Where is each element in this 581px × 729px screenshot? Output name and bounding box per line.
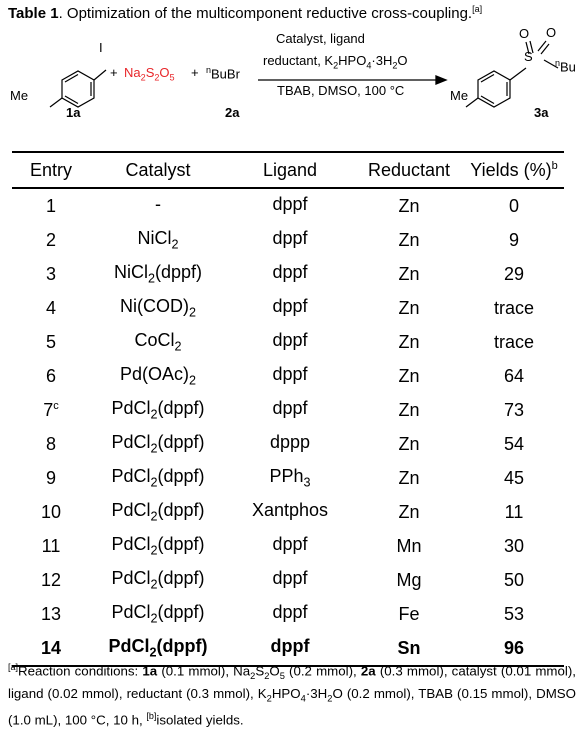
cell-yield bbox=[464, 257, 564, 291]
reductant-name: Fe bbox=[398, 603, 420, 624]
catalyst-ligand: (dppf) bbox=[154, 262, 203, 283]
label-1a: 1a bbox=[66, 105, 81, 120]
methyl-left: Me bbox=[10, 88, 29, 103]
yield-value: 53 bbox=[503, 603, 525, 624]
catalyst-name: Ni(COD) bbox=[119, 296, 189, 317]
ligand-name: dppp bbox=[269, 432, 311, 453]
footnote-1a: 1a bbox=[142, 663, 158, 679]
caption-label: Table 1 bbox=[8, 5, 59, 22]
reductant-name: Mg bbox=[396, 569, 422, 590]
reductant-name: Zn bbox=[398, 229, 420, 250]
cell-catalyst bbox=[90, 359, 226, 393]
footnote-s5: 4 bbox=[300, 693, 306, 704]
reaction-scheme bbox=[0, 22, 581, 140]
butyl-n: n bbox=[555, 58, 561, 68]
cell-entry bbox=[12, 597, 90, 631]
reductant-name: Zn bbox=[398, 263, 420, 284]
table-row bbox=[12, 427, 564, 461]
catalyst-subscript: 2 bbox=[150, 441, 158, 456]
table-row bbox=[12, 563, 564, 597]
cell-reductant bbox=[354, 359, 464, 393]
yield-value: 30 bbox=[503, 535, 525, 556]
sulfur-atom: S bbox=[524, 49, 533, 64]
catalyst-name: PdCl bbox=[111, 534, 151, 555]
butyl-group bbox=[555, 58, 576, 74]
caption-note: [a] bbox=[472, 4, 483, 14]
ligand-name: dppf bbox=[272, 296, 308, 317]
reagent-na: Na bbox=[124, 65, 141, 80]
table-row bbox=[12, 529, 564, 563]
ligand-name: PPh bbox=[269, 466, 304, 487]
cell-entry bbox=[12, 427, 90, 461]
ligand-name: dppf bbox=[272, 602, 308, 623]
header-yield-sup: b bbox=[551, 159, 558, 172]
catalyst-subscript: 2 bbox=[150, 407, 158, 422]
reductant-name: Zn bbox=[398, 501, 420, 522]
reductant-name: Zn bbox=[398, 433, 420, 454]
reagent-na-sub: 2 bbox=[140, 72, 146, 83]
header-catalyst: Catalyst bbox=[90, 152, 226, 188]
cell-entry bbox=[12, 325, 90, 359]
cell-ligand bbox=[226, 188, 354, 223]
yield-value: 64 bbox=[503, 365, 525, 386]
cell-catalyst bbox=[90, 461, 226, 495]
catalyst-ligand: (dppf) bbox=[156, 636, 208, 657]
entry-number: 8 bbox=[45, 433, 56, 454]
entry-number: 12 bbox=[40, 569, 62, 590]
ligand-name: dppf bbox=[272, 194, 308, 215]
footnote-s4: 2 bbox=[266, 693, 272, 704]
conditions-line2 bbox=[263, 53, 408, 71]
butyl-text: Bu bbox=[560, 59, 576, 75]
header-ligand: Ligand bbox=[226, 152, 354, 188]
table-row bbox=[12, 291, 564, 325]
footnote-t10: isolated yields. bbox=[156, 712, 244, 728]
yield-value: 73 bbox=[503, 399, 525, 420]
catalyst-name: NiCl bbox=[137, 228, 172, 249]
cell-reductant bbox=[354, 291, 464, 325]
butyl-bromide-n: n bbox=[206, 65, 212, 75]
cell-reductant bbox=[354, 257, 464, 291]
catalyst-subscript: 2 bbox=[150, 509, 158, 524]
sulfone-structure bbox=[466, 41, 561, 107]
conditions-a: reductant, K bbox=[263, 53, 334, 68]
cell-yield bbox=[464, 188, 564, 223]
footnote-t1: Reaction conditions: bbox=[18, 663, 143, 679]
cell-reductant bbox=[354, 223, 464, 257]
ligand-name: dppf bbox=[272, 262, 308, 283]
cell-ligand bbox=[226, 223, 354, 257]
caption-text: . Optimization of the multicomponent reductive cross-coupling. bbox=[58, 5, 473, 22]
cell-catalyst bbox=[90, 257, 226, 291]
cell-yield bbox=[464, 427, 564, 461]
catalyst-ligand: (dppf) bbox=[157, 398, 205, 419]
reductant-name: Mn bbox=[396, 535, 422, 556]
table-caption bbox=[8, 4, 482, 22]
optimization-table bbox=[12, 151, 564, 667]
catalyst-ligand: (dppf) bbox=[157, 432, 205, 453]
yield-value: 9 bbox=[508, 229, 519, 250]
cell-ligand bbox=[226, 325, 354, 359]
footnote-t3: S bbox=[255, 663, 265, 679]
cell-reductant bbox=[354, 188, 464, 223]
table-row bbox=[12, 597, 564, 631]
cell-entry bbox=[12, 291, 90, 325]
ligand-name: Xantphos bbox=[251, 500, 329, 521]
plus-1: + bbox=[110, 65, 118, 80]
catalyst-name: - bbox=[155, 194, 161, 215]
cell-entry bbox=[12, 563, 90, 597]
oxygen-atom-1: O bbox=[519, 26, 530, 41]
cell-ligand bbox=[226, 495, 354, 529]
conditions-line1: Catalyst, ligand bbox=[276, 31, 365, 46]
footnote-a-mark: [a] bbox=[8, 662, 19, 672]
cell-reductant bbox=[354, 495, 464, 529]
catalyst-ligand: (dppf) bbox=[157, 602, 205, 623]
footnote-t9: O (0.2 mmol), TBAB (0.15 mmol), DMSO (1.0 mL), 100 °C, 10 h, bbox=[8, 686, 577, 728]
ligand-name: dppf bbox=[272, 568, 308, 589]
oxygen-atom-2: O bbox=[546, 25, 557, 40]
reductant-name: Zn bbox=[398, 467, 420, 488]
conditions-sub1: 2 bbox=[333, 60, 339, 71]
cell-reductant bbox=[354, 325, 464, 359]
footnote-t2: (0.1 mmol), Na bbox=[157, 663, 251, 679]
methyl-right: Me bbox=[450, 88, 469, 103]
catalyst-subscript: 2 bbox=[150, 475, 158, 490]
catalyst-name: PdCl bbox=[111, 398, 151, 419]
cell-ligand bbox=[226, 359, 354, 393]
header-reductant: Reductant bbox=[354, 152, 464, 188]
reagent-s-sub: 2 bbox=[154, 72, 160, 83]
footnote-b-mark: [b] bbox=[146, 710, 157, 721]
cell-yield bbox=[464, 325, 564, 359]
catalyst-name: PdCl bbox=[111, 432, 151, 453]
entry-number: 6 bbox=[45, 365, 56, 386]
catalyst-subscript: 2 bbox=[147, 271, 155, 286]
cell-catalyst bbox=[90, 223, 226, 257]
sodium-metabisulfite bbox=[124, 65, 175, 83]
cell-yield bbox=[464, 529, 564, 563]
cell-yield bbox=[464, 495, 564, 529]
cell-yield bbox=[464, 359, 564, 393]
cell-yield bbox=[464, 223, 564, 257]
entry-number: 14 bbox=[40, 637, 62, 658]
ligand-name: dppf bbox=[272, 228, 308, 249]
yield-value: 50 bbox=[503, 569, 525, 590]
table-footnote bbox=[8, 659, 576, 728]
ligand-name: dppf bbox=[272, 364, 308, 385]
yield-value: 29 bbox=[503, 263, 525, 284]
cell-yield bbox=[464, 597, 564, 631]
catalyst-ligand: (dppf) bbox=[157, 534, 205, 555]
catalyst-name: PdCl bbox=[111, 568, 151, 589]
table-header-row bbox=[12, 152, 564, 188]
reagent-s: S bbox=[145, 65, 155, 80]
cell-ligand bbox=[226, 427, 354, 461]
footnote-t4: O bbox=[269, 663, 280, 679]
entry-number: 5 bbox=[45, 331, 56, 352]
cell-yield bbox=[464, 393, 564, 427]
cell-catalyst bbox=[90, 188, 226, 223]
yield-value: 45 bbox=[503, 467, 525, 488]
cell-catalyst bbox=[90, 597, 226, 631]
conditions-sub2: 4 bbox=[366, 60, 372, 71]
reagent-o-sub: 5 bbox=[169, 72, 175, 83]
cell-entry bbox=[12, 257, 90, 291]
entry-footnote: c bbox=[53, 399, 59, 412]
catalyst-subscript: 2 bbox=[171, 237, 179, 252]
yield-value: 54 bbox=[503, 433, 525, 454]
header-yield-text: Yields (%) bbox=[470, 159, 552, 180]
table-row bbox=[12, 495, 564, 529]
catalyst-ligand: (dppf) bbox=[157, 568, 205, 589]
cell-entry bbox=[12, 495, 90, 529]
reductant-name: Zn bbox=[398, 365, 420, 386]
plus-2: + bbox=[191, 65, 199, 80]
conditions-d: O bbox=[397, 53, 408, 68]
yield-value: 11 bbox=[504, 501, 524, 522]
entry-number: 3 bbox=[45, 263, 56, 284]
cell-yield bbox=[464, 291, 564, 325]
table-row bbox=[12, 188, 564, 223]
cell-yield bbox=[464, 563, 564, 597]
cell-ligand bbox=[226, 291, 354, 325]
conditions-line3: TBAB, DMSO, 100 °C bbox=[277, 83, 405, 98]
conditions-b: HPO bbox=[338, 53, 367, 68]
reagent-o: O bbox=[159, 65, 170, 80]
table-body bbox=[12, 188, 564, 666]
ligand-name: dppf bbox=[272, 398, 308, 419]
catalyst-subscript: 2 bbox=[188, 305, 196, 320]
cell-reductant bbox=[354, 393, 464, 427]
cell-catalyst bbox=[90, 427, 226, 461]
catalyst-name: PdCl bbox=[111, 602, 151, 623]
cell-entry bbox=[12, 393, 90, 427]
catalyst-subscript: 2 bbox=[150, 543, 158, 558]
cell-entry bbox=[12, 223, 90, 257]
catalyst-subscript: 2 bbox=[150, 611, 158, 626]
cell-ligand bbox=[226, 563, 354, 597]
yield-value: 96 bbox=[503, 637, 525, 658]
footnote-t8: ·3H bbox=[305, 686, 328, 702]
label-2a: 2a bbox=[225, 105, 240, 120]
cell-catalyst bbox=[90, 563, 226, 597]
cell-catalyst bbox=[90, 325, 226, 359]
reductant-name: Zn bbox=[398, 331, 420, 352]
yield-value: trace bbox=[493, 297, 535, 318]
catalyst-name: NiCl bbox=[113, 262, 148, 283]
reductant-name: Zn bbox=[398, 297, 420, 318]
cell-reductant bbox=[354, 563, 464, 597]
table-row bbox=[12, 393, 564, 427]
catalyst-subscript: 2 bbox=[149, 645, 157, 660]
catalyst-subscript: 2 bbox=[174, 339, 182, 354]
ligand-name: dppf bbox=[272, 330, 308, 351]
table-row bbox=[12, 223, 564, 257]
cell-catalyst bbox=[90, 495, 226, 529]
catalyst-subscript: 2 bbox=[150, 577, 158, 592]
reductant-name: Zn bbox=[398, 195, 420, 216]
cell-yield bbox=[464, 461, 564, 495]
table-row bbox=[12, 325, 564, 359]
entry-number: 2 bbox=[45, 229, 56, 250]
catalyst-name: PdCl bbox=[111, 500, 151, 521]
cell-reductant bbox=[354, 427, 464, 461]
footnote-2a: 2a bbox=[360, 663, 376, 679]
catalyst-subscript: 2 bbox=[189, 373, 197, 388]
cell-reductant bbox=[354, 597, 464, 631]
table-row bbox=[12, 461, 564, 495]
header-yield bbox=[464, 152, 564, 188]
footnote-t5: (0.2 mmol), bbox=[284, 663, 361, 679]
cell-catalyst bbox=[90, 393, 226, 427]
cell-ligand bbox=[226, 461, 354, 495]
ligand-name: dppf bbox=[272, 534, 308, 555]
cell-reductant bbox=[354, 461, 464, 495]
cell-ligand bbox=[226, 257, 354, 291]
entry-number: 7 bbox=[43, 399, 54, 420]
conditions-c: ·3H bbox=[371, 53, 393, 68]
cell-reductant bbox=[354, 529, 464, 563]
reductant-name: Zn bbox=[398, 399, 420, 420]
catalyst-name: Pd(OAc) bbox=[119, 364, 189, 385]
cell-entry bbox=[12, 461, 90, 495]
table-row bbox=[12, 257, 564, 291]
yield-value: 0 bbox=[508, 195, 519, 216]
catalyst-name: PdCl bbox=[111, 466, 151, 487]
cell-entry bbox=[12, 529, 90, 563]
conditions-sub3: 2 bbox=[392, 60, 398, 71]
yield-value: trace bbox=[493, 331, 535, 352]
footnote-s2: 2 bbox=[264, 671, 270, 682]
iodotoluene-structure bbox=[50, 70, 106, 107]
cell-catalyst bbox=[90, 291, 226, 325]
footnote-t7: HPO bbox=[271, 686, 301, 702]
catalyst-name: CoCl bbox=[134, 330, 175, 351]
table-row bbox=[12, 359, 564, 393]
catalyst-name: PdCl bbox=[108, 636, 150, 657]
entry-number: 9 bbox=[45, 467, 56, 488]
entry-number: 13 bbox=[40, 603, 62, 624]
ligand-subscript: 3 bbox=[303, 475, 311, 490]
entry-number: 11 bbox=[41, 535, 61, 556]
footnote-s3: 5 bbox=[279, 671, 285, 682]
ligand-name: dppf bbox=[270, 636, 310, 657]
cell-catalyst bbox=[90, 529, 226, 563]
cell-entry bbox=[12, 359, 90, 393]
footnote-s6: 2 bbox=[327, 693, 333, 704]
entry-number: 4 bbox=[45, 297, 56, 318]
header-entry: Entry bbox=[12, 152, 90, 188]
footnote-t6: (0.3 mmol), catalyst (0.01 mmol), ligand (0.02 mmol), reductant (0.3 mmol), K bbox=[8, 663, 576, 702]
entry-number: 10 bbox=[40, 501, 62, 522]
cell-ligand bbox=[226, 393, 354, 427]
label-3a: 3a bbox=[534, 105, 549, 120]
catalyst-ligand: (dppf) bbox=[157, 466, 205, 487]
cell-ligand bbox=[226, 529, 354, 563]
catalyst-ligand: (dppf) bbox=[157, 500, 205, 521]
footnote-s1: 2 bbox=[250, 671, 256, 682]
cell-ligand bbox=[226, 597, 354, 631]
entry-number: 1 bbox=[45, 195, 56, 216]
butyl-bromide-text: BuBr bbox=[211, 66, 240, 82]
iodo-atom: I bbox=[99, 40, 103, 55]
butyl-bromide bbox=[206, 65, 240, 81]
cell-entry bbox=[12, 188, 90, 223]
reductant-name: Sn bbox=[397, 637, 421, 658]
